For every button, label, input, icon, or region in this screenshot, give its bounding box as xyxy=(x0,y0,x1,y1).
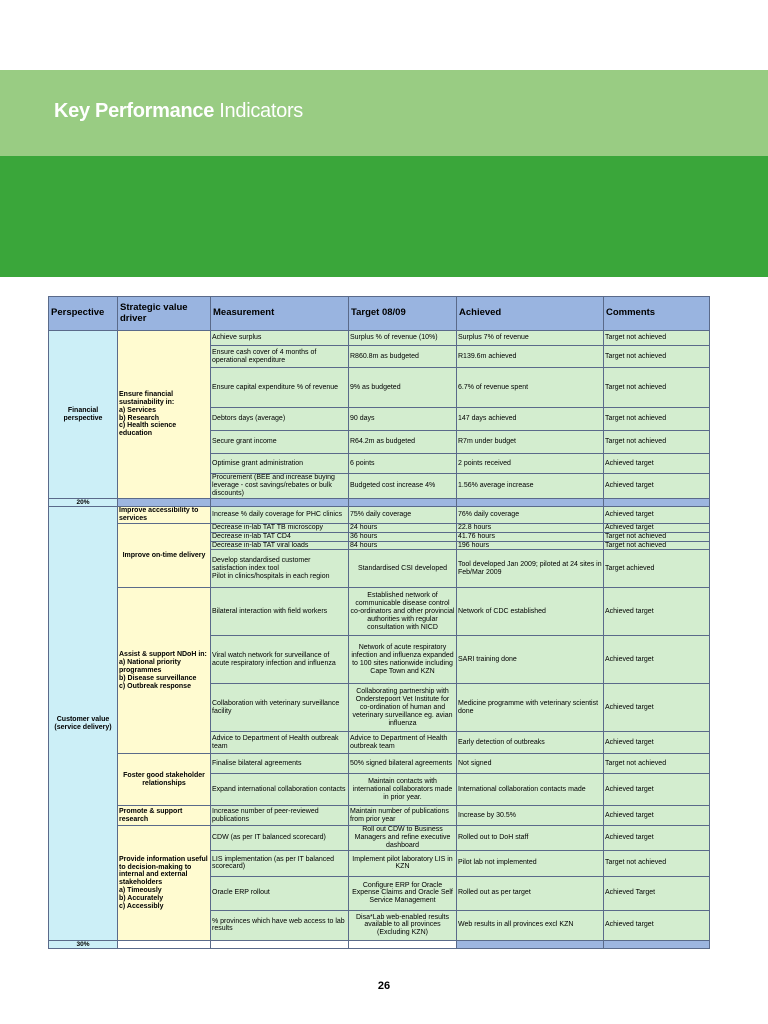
driver-ontime: Improve on-time delivery xyxy=(118,523,211,587)
measurement-cell: Ensure cash cover of 4 months of operational expenditure xyxy=(211,346,349,368)
separator-cell xyxy=(349,940,457,948)
comment-cell: Target not achieved xyxy=(604,331,710,346)
target-cell: Established network of communicable disease control co-ordinators and other provincial authorities with regular consultation with NICD xyxy=(349,588,457,636)
comment-cell: Achieved target xyxy=(604,774,710,806)
col-header-driver: Strategic value driver xyxy=(118,297,211,331)
target-cell: Collaborating partnership with Onderstepoort Vet Institute for co-ordination of human and veterinary surveillance eg. avian influenza xyxy=(349,684,457,732)
achieved-cell: 76% daily coverage xyxy=(457,507,604,524)
comment-cell: Achieved target xyxy=(604,684,710,732)
separator-cell xyxy=(118,940,211,948)
measurement-cell: Ensure capital expenditure % of revenue xyxy=(211,368,349,408)
achieved-cell: 41.76 hours xyxy=(457,532,604,541)
target-cell: 90 days xyxy=(349,408,457,431)
achieved-cell: Increase by 30.5% xyxy=(457,806,604,826)
comment-cell: Achieved target xyxy=(604,636,710,684)
col-header-achieved: Achieved xyxy=(457,297,604,331)
achieved-cell: Tool developed Jan 2009; piloted at 24 sites in Feb/Mar 2009 xyxy=(457,550,604,588)
target-cell: Surplus % of revenue (10%) xyxy=(349,331,457,346)
weight-row xyxy=(49,940,710,948)
target-cell: 6 points xyxy=(349,454,457,474)
separator-cell xyxy=(349,499,457,507)
target-cell: 75% daily coverage xyxy=(349,507,457,524)
comment-cell: Target not achieved xyxy=(604,850,710,876)
target-cell: Implement pilot laboratory LIS in KZN xyxy=(349,850,457,876)
target-cell: Maintain contacts with international collaborators made in prior year. xyxy=(349,774,457,806)
col-header-measurement: Measurement xyxy=(211,297,349,331)
target-cell: R860.8m as budgeted xyxy=(349,346,457,368)
achieved-cell: R7m under budget xyxy=(457,431,604,454)
comment-cell: Achieved target xyxy=(604,588,710,636)
target-cell: 50% signed bilateral agreements xyxy=(349,754,457,774)
measurement-cell: Viral watch network for surveillance of acute respiratory infection and influenza xyxy=(211,636,349,684)
achieved-cell: 147 days achieved xyxy=(457,408,604,431)
achieved-cell: Rolled out as per target xyxy=(457,876,604,910)
perspective-financial: Financial perspective xyxy=(49,331,118,499)
measurement-cell: Advice to Department of Health outbreak team xyxy=(211,732,349,754)
measurement-cell: Secure grant income xyxy=(211,431,349,454)
target-cell: Disa*Lab web-enabled results available to all provinces (Excluding KZN) xyxy=(349,910,457,940)
measurement-cell: Procurement (BEE and increase buying leverage - cost savings/rebates or bulk discounts) xyxy=(211,474,349,499)
achieved-cell: Network of CDC established xyxy=(457,588,604,636)
target-cell: Configure ERP for Oracle Expense Claims and Oracle Self Service Management xyxy=(349,876,457,910)
perspective-customer: Customer value (service delivery) xyxy=(49,507,118,941)
header-band-dark xyxy=(0,156,768,277)
comment-cell: Achieved target xyxy=(604,806,710,826)
target-cell: Maintain number of publications from prior year xyxy=(349,806,457,826)
driver-stakeholder: Foster good stakeholder relationships xyxy=(118,754,211,806)
measurement-cell: Develop standardised customer satisfaction index tool Pilot in clinics/hospitals in each region xyxy=(211,550,349,588)
comment-cell: Achieved target xyxy=(604,523,710,532)
achieved-cell: Medicine programme with veterinary scientist done xyxy=(457,684,604,732)
target-cell: 84 hours xyxy=(349,541,457,550)
header-row xyxy=(49,297,710,331)
achieved-cell: 6.7% of revenue spent xyxy=(457,368,604,408)
table-row xyxy=(49,754,710,774)
target-cell: 24 hours xyxy=(349,523,457,532)
achieved-cell: 2 points received xyxy=(457,454,604,474)
table-row xyxy=(49,507,710,524)
separator-cell xyxy=(211,499,349,507)
comment-cell: Target achieved xyxy=(604,550,710,588)
achieved-cell: International collaboration contacts made xyxy=(457,774,604,806)
kpi-table xyxy=(48,296,710,949)
measurement-cell: Bilateral interaction with field workers xyxy=(211,588,349,636)
measurement-cell: Collaboration with veterinary surveillance facility xyxy=(211,684,349,732)
comment-cell: Achieved target xyxy=(604,826,710,850)
measurement-cell: Finalise bilateral agreements xyxy=(211,754,349,774)
measurement-cell: Oracle ERP rollout xyxy=(211,876,349,910)
target-cell: Advice to Department of Health outbreak team xyxy=(349,732,457,754)
weight-financial: 20% xyxy=(49,499,118,507)
page-number: 26 xyxy=(377,980,391,992)
target-cell: 9% as budgeted xyxy=(349,368,457,408)
separator-cell xyxy=(457,499,604,507)
table-row xyxy=(49,331,710,346)
measurement-cell: Debtors days (average) xyxy=(211,408,349,431)
measurement-cell: Decrease in-lab TAT viral loads xyxy=(211,541,349,550)
achieved-cell: Pilot lab not implemented xyxy=(457,850,604,876)
achieved-cell: R139.6m achieved xyxy=(457,346,604,368)
col-header-target: Target 08/09 xyxy=(349,297,457,331)
achieved-cell: 1.56% average increase xyxy=(457,474,604,499)
achieved-cell: 196 hours xyxy=(457,541,604,550)
weight-customer: 30% xyxy=(49,940,118,948)
driver-financial: Ensure financial sustainability in: a) Services b) Research c) Health science education xyxy=(118,331,211,499)
comment-cell: Achieved target xyxy=(604,732,710,754)
table-row xyxy=(49,523,710,532)
target-cell: Roll out CDW to Business Managers and refine executive dashboard xyxy=(349,826,457,850)
achieved-cell: Not signed xyxy=(457,754,604,774)
achieved-cell: Surplus 7% of revenue xyxy=(457,331,604,346)
table-row xyxy=(49,826,710,850)
separator-cell xyxy=(457,940,604,948)
measurement-cell: Increase number of peer-reviewed publications xyxy=(211,806,349,826)
achieved-cell: Early detection of outbreaks xyxy=(457,732,604,754)
comment-cell: Achieved target xyxy=(604,454,710,474)
comment-cell: Target not achieved xyxy=(604,408,710,431)
driver-accessibility: Improve accessibility to services xyxy=(118,507,211,524)
measurement-cell: CDW (as per IT balanced scorecard) xyxy=(211,826,349,850)
measurement-cell: Expand international collaboration contacts xyxy=(211,774,349,806)
driver-ndoh: Assist & support NDoH in: a) National priority programmes b) Disease surveillance c) Outbreak response xyxy=(118,588,211,754)
comment-cell: Target not achieved xyxy=(604,754,710,774)
col-header-perspective: Perspective xyxy=(49,297,118,331)
achieved-cell: Web results in all provinces excl KZN xyxy=(457,910,604,940)
comment-cell: Achieved target xyxy=(604,474,710,499)
target-cell: Network of acute respiratory infection and influenza expanded to 100 sites nationwide including Cape Town and KZN xyxy=(349,636,457,684)
separator-cell xyxy=(211,940,349,948)
achieved-cell: Rolled out to DoH staff xyxy=(457,826,604,850)
measurement-cell: Decrease in-lab TAT TB microscopy xyxy=(211,523,349,532)
achieved-cell: 22.8 hours xyxy=(457,523,604,532)
comment-cell: Achieved Target xyxy=(604,876,710,910)
separator-cell xyxy=(604,940,710,948)
comment-cell: Achieved target xyxy=(604,910,710,940)
weight-row xyxy=(49,499,710,507)
target-cell: Budgeted cost increase 4% xyxy=(349,474,457,499)
measurement-cell: Decrease in-lab TAT CD4 xyxy=(211,532,349,541)
comment-cell: Target not achieved xyxy=(604,541,710,550)
separator-cell xyxy=(604,499,710,507)
target-cell: 36 hours xyxy=(349,532,457,541)
measurement-cell: LIS implementation (as per IT balanced scorecard) xyxy=(211,850,349,876)
comment-cell: Target not achieved xyxy=(604,368,710,408)
col-header-comments: Comments xyxy=(604,297,710,331)
table-row xyxy=(49,806,710,826)
achieved-cell: SARI training done xyxy=(457,636,604,684)
driver-research: Promote & support research xyxy=(118,806,211,826)
measurement-cell: Achieve surplus xyxy=(211,331,349,346)
separator-cell xyxy=(118,499,211,507)
page-title: Key Performance Indicators xyxy=(54,100,304,122)
comment-cell: Target not achieved xyxy=(604,431,710,454)
comment-cell: Target not achieved xyxy=(604,346,710,368)
target-cell: Standardised CSI developed xyxy=(349,550,457,588)
comment-cell: Achieved target xyxy=(604,507,710,524)
table-row xyxy=(49,588,710,636)
measurement-cell: Increase % daily coverage for PHC clinics xyxy=(211,507,349,524)
comment-cell: Target not achieved xyxy=(604,532,710,541)
driver-information: Provide information useful to decision-making to internal and external stakeholders a) Timeously b) Accurately c) Accessibly xyxy=(118,826,211,940)
measurement-cell: % provinces which have web access to lab results xyxy=(211,910,349,940)
measurement-cell: Optimise grant administration xyxy=(211,454,349,474)
target-cell: R64.2m as budgeted xyxy=(349,431,457,454)
